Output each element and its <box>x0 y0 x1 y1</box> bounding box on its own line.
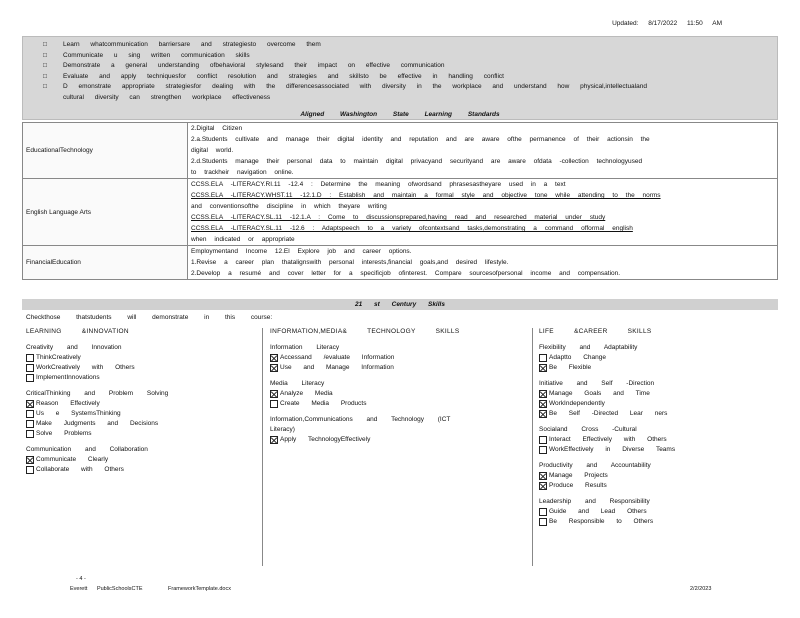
table-row <box>23 246 778 280</box>
skill-item[interactable] <box>539 389 774 399</box>
skill-item[interactable] <box>539 517 774 527</box>
skill-section <box>270 415 528 445</box>
bullet-icon: □ <box>43 83 47 90</box>
skill-item[interactable] <box>539 399 774 409</box>
updated-time: 11:50 <box>687 20 703 27</box>
footer-file: FrameworkTemplate.docx <box>168 586 231 592</box>
column-heading: INFORMATION,MEDIA& TECHNOLOGY SKILLS <box>270 328 460 335</box>
checked-checkbox-icon[interactable] <box>539 364 547 372</box>
checkbox-icon[interactable] <box>539 518 547 526</box>
standard-text: CCSS.ELA -LITERACY.RI.11 -12.4 : Determine the meaning ofwordsand phrasesastheyare used in a text CCSS.ELA -LITERACY.WHST.11 -12.1.D : Establish and maintain a formal style and objective tone while attending to the norms and conventionsofthe discipline in which theyare writing CCSS.ELA -LITERACY.SL.11 -12.1.A : Come to discussionsprepared,having read and researched material under study CCSS.ELA -LITERACY.SL.11 -12.6 : Adaptspeech to a variety ofcontextsand tasks,demonstrating a command offormal english when indicated or appropriate <box>188 179 778 246</box>
skill-item-label: Be Responsible to Others <box>549 518 654 525</box>
skill-item-label: ImplementInnovations <box>36 374 100 381</box>
skill-item-label: Manage Projects <box>549 472 608 479</box>
skill-section <box>26 389 251 439</box>
objectives-block <box>22 36 778 120</box>
skill-item[interactable] <box>270 363 528 373</box>
skill-item[interactable] <box>539 353 774 363</box>
checked-checkbox-icon[interactable] <box>26 400 34 408</box>
standard-label: English Language Arts <box>23 179 188 246</box>
checkbox-icon[interactable] <box>539 436 547 444</box>
skill-item[interactable] <box>539 507 774 517</box>
skill-item[interactable] <box>539 445 774 455</box>
skill-item[interactable] <box>26 419 251 429</box>
skill-item[interactable] <box>26 429 251 439</box>
skill-item-label: WorkIndependently <box>549 400 605 407</box>
checkbox-icon[interactable] <box>26 420 34 428</box>
objectives-list <box>23 37 777 103</box>
skill-item-label: Analyze Media <box>280 390 333 397</box>
table-row <box>23 179 778 246</box>
standard-label: EducationalTechnology <box>23 123 188 179</box>
skill-item[interactable] <box>26 465 251 475</box>
skill-item-label: Collaborate with Others <box>36 466 124 473</box>
skill-item-label: Be Flexible <box>549 364 592 371</box>
objective-item: □ Communicate u sing written communication skills <box>23 51 777 62</box>
check-instruction: Checkthose thatstudents will demonstrate in this course: <box>26 314 273 321</box>
skill-item-label: WorkEffectively in Diverse Teams <box>549 446 676 453</box>
aligned-standards-heading: Aligned Washington State Learning Standards <box>300 111 500 118</box>
skill-item[interactable] <box>539 481 774 491</box>
column-heading: LIFE &CAREER SKILLS <box>539 328 652 335</box>
standard-text: Employmentand Income 12.El Explore job and career options. 1.Revise a career plan thatalignswith personal interests,financial goals,and desired lifestyle. 2.Develop a resumé and cover letter for a specificjob ofinterest. Compare sourcesofpersonal income and compensation. <box>188 246 778 280</box>
objective-item: □ Demonstrate a general understanding ofbehavioral stylesand their impact on effective communication <box>23 61 777 72</box>
footer-org: Everett PublicSchoolsCTE <box>70 586 143 592</box>
skill-item-label: Make Judgments and Decisions <box>36 420 159 427</box>
column-heading: LEARNING &INNOVATION <box>26 328 129 335</box>
skill-item-label: Communicate Clearly <box>36 456 109 463</box>
skill-section-title: Media Literacy <box>270 380 325 387</box>
updated-line <box>612 20 722 27</box>
skill-item[interactable] <box>539 363 774 373</box>
checked-checkbox-icon[interactable] <box>270 390 278 398</box>
skill-section-title: Communication and Collaboration <box>26 446 148 453</box>
objective-item: □ D emonstrate appropriate strategiesfor dealing with the differencesassociated with diversity in the workplace and understand how physical,intellectualand <box>23 82 777 93</box>
century-skills-heading: 21 st Century Skills <box>22 299 778 310</box>
skill-item[interactable] <box>270 389 528 399</box>
updated-date: 8/17/2022 <box>648 20 678 27</box>
bullet-icon: □ <box>43 51 47 59</box>
updated-ampm: AM <box>712 20 722 27</box>
objective-continuation: cultural diversity can strengthen workplace effectiveness <box>63 93 271 101</box>
checkbox-icon[interactable] <box>26 410 34 418</box>
skill-section <box>539 461 774 491</box>
skill-section <box>539 425 774 455</box>
checked-checkbox-icon[interactable] <box>539 472 547 480</box>
checked-checkbox-icon[interactable] <box>539 482 547 490</box>
skill-item-label: Use and Manage Information <box>280 364 394 371</box>
footer-date: 2/2/2023 <box>690 586 712 592</box>
skill-item-label: Guide and Lead Others <box>549 508 647 515</box>
skill-item[interactable] <box>26 353 251 363</box>
skill-section-title: Leadership and Responsibility <box>539 498 650 505</box>
column-divider <box>262 328 263 566</box>
checkbox-icon[interactable] <box>26 430 34 438</box>
skills-column-learning <box>26 328 251 481</box>
skill-item[interactable] <box>270 399 528 409</box>
checkbox-icon[interactable] <box>539 446 547 454</box>
standards-table <box>22 122 778 280</box>
skill-item-label: WorkCreatively with Others <box>36 364 135 371</box>
skills-column-information <box>270 328 528 451</box>
skill-item-label: Interact Effectively with Others <box>549 436 667 443</box>
checkbox-icon[interactable] <box>26 364 34 372</box>
skill-item-label: Apply TechnologyEffectively <box>280 436 371 443</box>
checked-checkbox-icon[interactable] <box>539 400 547 408</box>
standard-label: FinancialEducation <box>23 246 188 280</box>
skill-item-label: ThinkCreatively <box>36 354 81 361</box>
skill-section-title: Flexibility and Adaptability <box>539 344 638 351</box>
skill-section <box>26 445 251 475</box>
checked-checkbox-icon[interactable] <box>270 364 278 372</box>
skill-section-title: Initiative and Self -Direction <box>539 380 655 387</box>
table-row <box>23 123 778 179</box>
checkbox-icon[interactable] <box>270 400 278 408</box>
page-number: - 4 - <box>76 576 86 582</box>
skill-item-label: Us e SystemsThinking <box>36 410 121 417</box>
skill-item[interactable] <box>26 409 251 419</box>
checked-checkbox-icon[interactable] <box>539 390 547 398</box>
checkbox-icon[interactable] <box>26 374 34 382</box>
checkbox-icon[interactable] <box>26 466 34 474</box>
checkbox-icon[interactable] <box>539 508 547 516</box>
skill-section <box>26 343 251 383</box>
bullet-icon: □ <box>43 41 47 48</box>
skill-item-label: Produce Results <box>549 482 607 489</box>
skill-item[interactable] <box>539 435 774 445</box>
skill-item-label: Solve Problems <box>36 430 92 437</box>
objective-item: □ Learn whatcommunication barriersare and strategiesto overcome them <box>23 40 777 51</box>
skill-section <box>539 343 774 373</box>
skill-section <box>539 497 774 527</box>
skill-item[interactable] <box>270 353 528 363</box>
skill-section-title: CriticalThinking and Problem Solving <box>26 390 169 397</box>
skill-item[interactable] <box>539 471 774 481</box>
skill-item[interactable] <box>270 435 528 445</box>
skills-column-life-career <box>539 328 774 533</box>
skill-item[interactable] <box>26 373 251 383</box>
skill-item-label: Adaptto Change <box>549 354 606 361</box>
updated-label: Updated: <box>612 20 639 27</box>
skill-item-label: Reason Effectively <box>36 400 100 407</box>
skill-section-title: Creativity and Innovation <box>26 344 122 351</box>
skill-section-title: Information Literacy <box>270 344 340 351</box>
checked-checkbox-icon[interactable] <box>270 436 278 444</box>
skill-section <box>270 379 528 409</box>
skill-section-title: Socialand Cross -Cultural <box>539 426 637 433</box>
skill-item[interactable] <box>539 409 774 419</box>
skill-item-label: Create Media Products <box>280 400 367 407</box>
skill-item-label: Manage Goals and Time <box>549 390 650 397</box>
skill-section <box>270 343 528 373</box>
checked-checkbox-icon[interactable] <box>26 456 34 464</box>
skill-section-title: Productivity and Accountability <box>539 462 651 469</box>
skill-item[interactable] <box>26 399 251 409</box>
checked-checkbox-icon[interactable] <box>539 410 547 418</box>
bullet-icon: □ <box>43 62 47 69</box>
standard-text: 2.Digital Citizen 2.a.Students cultivate and manage their digital identity and reputation and are aware ofthe permanence of their actionsin the digital world. 2.d.Students manage their personal data to maintain digital privacyand securityand are aware ofdata -collection technologyused to trackheir navigation online. <box>188 123 778 179</box>
skill-section <box>539 379 774 419</box>
skill-item-label: Accessand /evaluate Information <box>280 354 395 361</box>
column-divider <box>532 328 533 566</box>
skill-item-label: Be Self -Directed Lear ners <box>549 410 668 417</box>
checkbox-icon[interactable] <box>539 354 547 362</box>
checked-checkbox-icon[interactable] <box>270 354 278 362</box>
bullet-icon: □ <box>43 72 47 80</box>
skill-section-title: Information,Communications and Technology (ICT Literacy) <box>270 416 451 433</box>
objective-item: □ Evaluate and apply techniquesfor conflict resolution and strategies and skillsto be effective in handling conflict <box>23 72 777 83</box>
skill-item[interactable] <box>26 455 251 465</box>
skill-item[interactable] <box>26 363 251 373</box>
checkbox-icon[interactable] <box>26 354 34 362</box>
